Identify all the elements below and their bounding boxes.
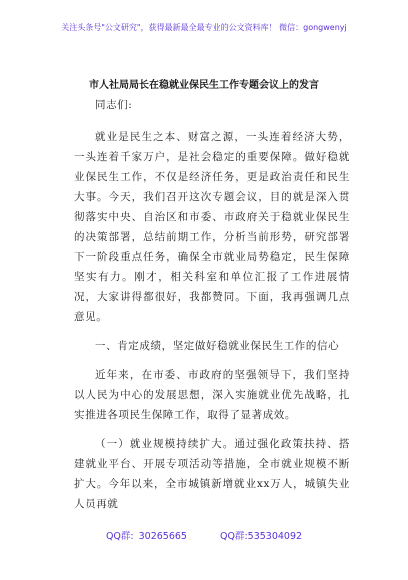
header-banner: 关注头条号"公文研究"，获得最新最全最专业的公文资料库！ 微信：gongwenyj (61, 23, 347, 32)
document-title: 市人社局局长在稳就业保民生工作专题会议上的发言 (89, 80, 319, 91)
footer-qq-group-1: QQ群: 30265665 (105, 531, 187, 542)
document-body (74, 95, 350, 523)
salutation: 同志们: (95, 99, 133, 111)
section-heading: 一、肯定成绩，坚定做好稳就业保民生工作的信心 (95, 340, 340, 352)
paragraph: 就业是民生之本、财富之源，一头连着经济大势，一头连着千家万户，是社会稳定的重要保障。做好稳就业保民生工作，不仅是经济任务，更是政治责任和民生大事。今天，我们召开这次专题会议，目的就是深入贯彻落实中央、自治区和市委、市政府关于稳就业保民生的决策部署，总结前期工作，分析当前形势，研究部署下一阶段重点任务，确保全市就业局势稳定，民生保障坚实有力。刚才，相关科室和单位汇报了工作进展情况，大家讲得都很好，我都赞同。下面，我再强调几点意见。 (74, 131, 350, 323)
paragraph: 近年来，在市委、市政府的坚强领导下，我们坚持以人民为中心的发展思想，深入实施就业优先战略，扎实推进各项民生保障工作，取得了显著成效。 (74, 369, 350, 421)
footer-qq-group-2: QQ群:535304092 (220, 531, 303, 542)
footer-banner (0, 528, 408, 542)
paragraph: （一）就业规模持续扩大。通过强化政策扶持、搭建就业平台、开展专项活动等措施，全市就业规模不断扩大。今年以来，全市城镇新增就业xx万人，城镇失业人员再就 (74, 438, 350, 510)
